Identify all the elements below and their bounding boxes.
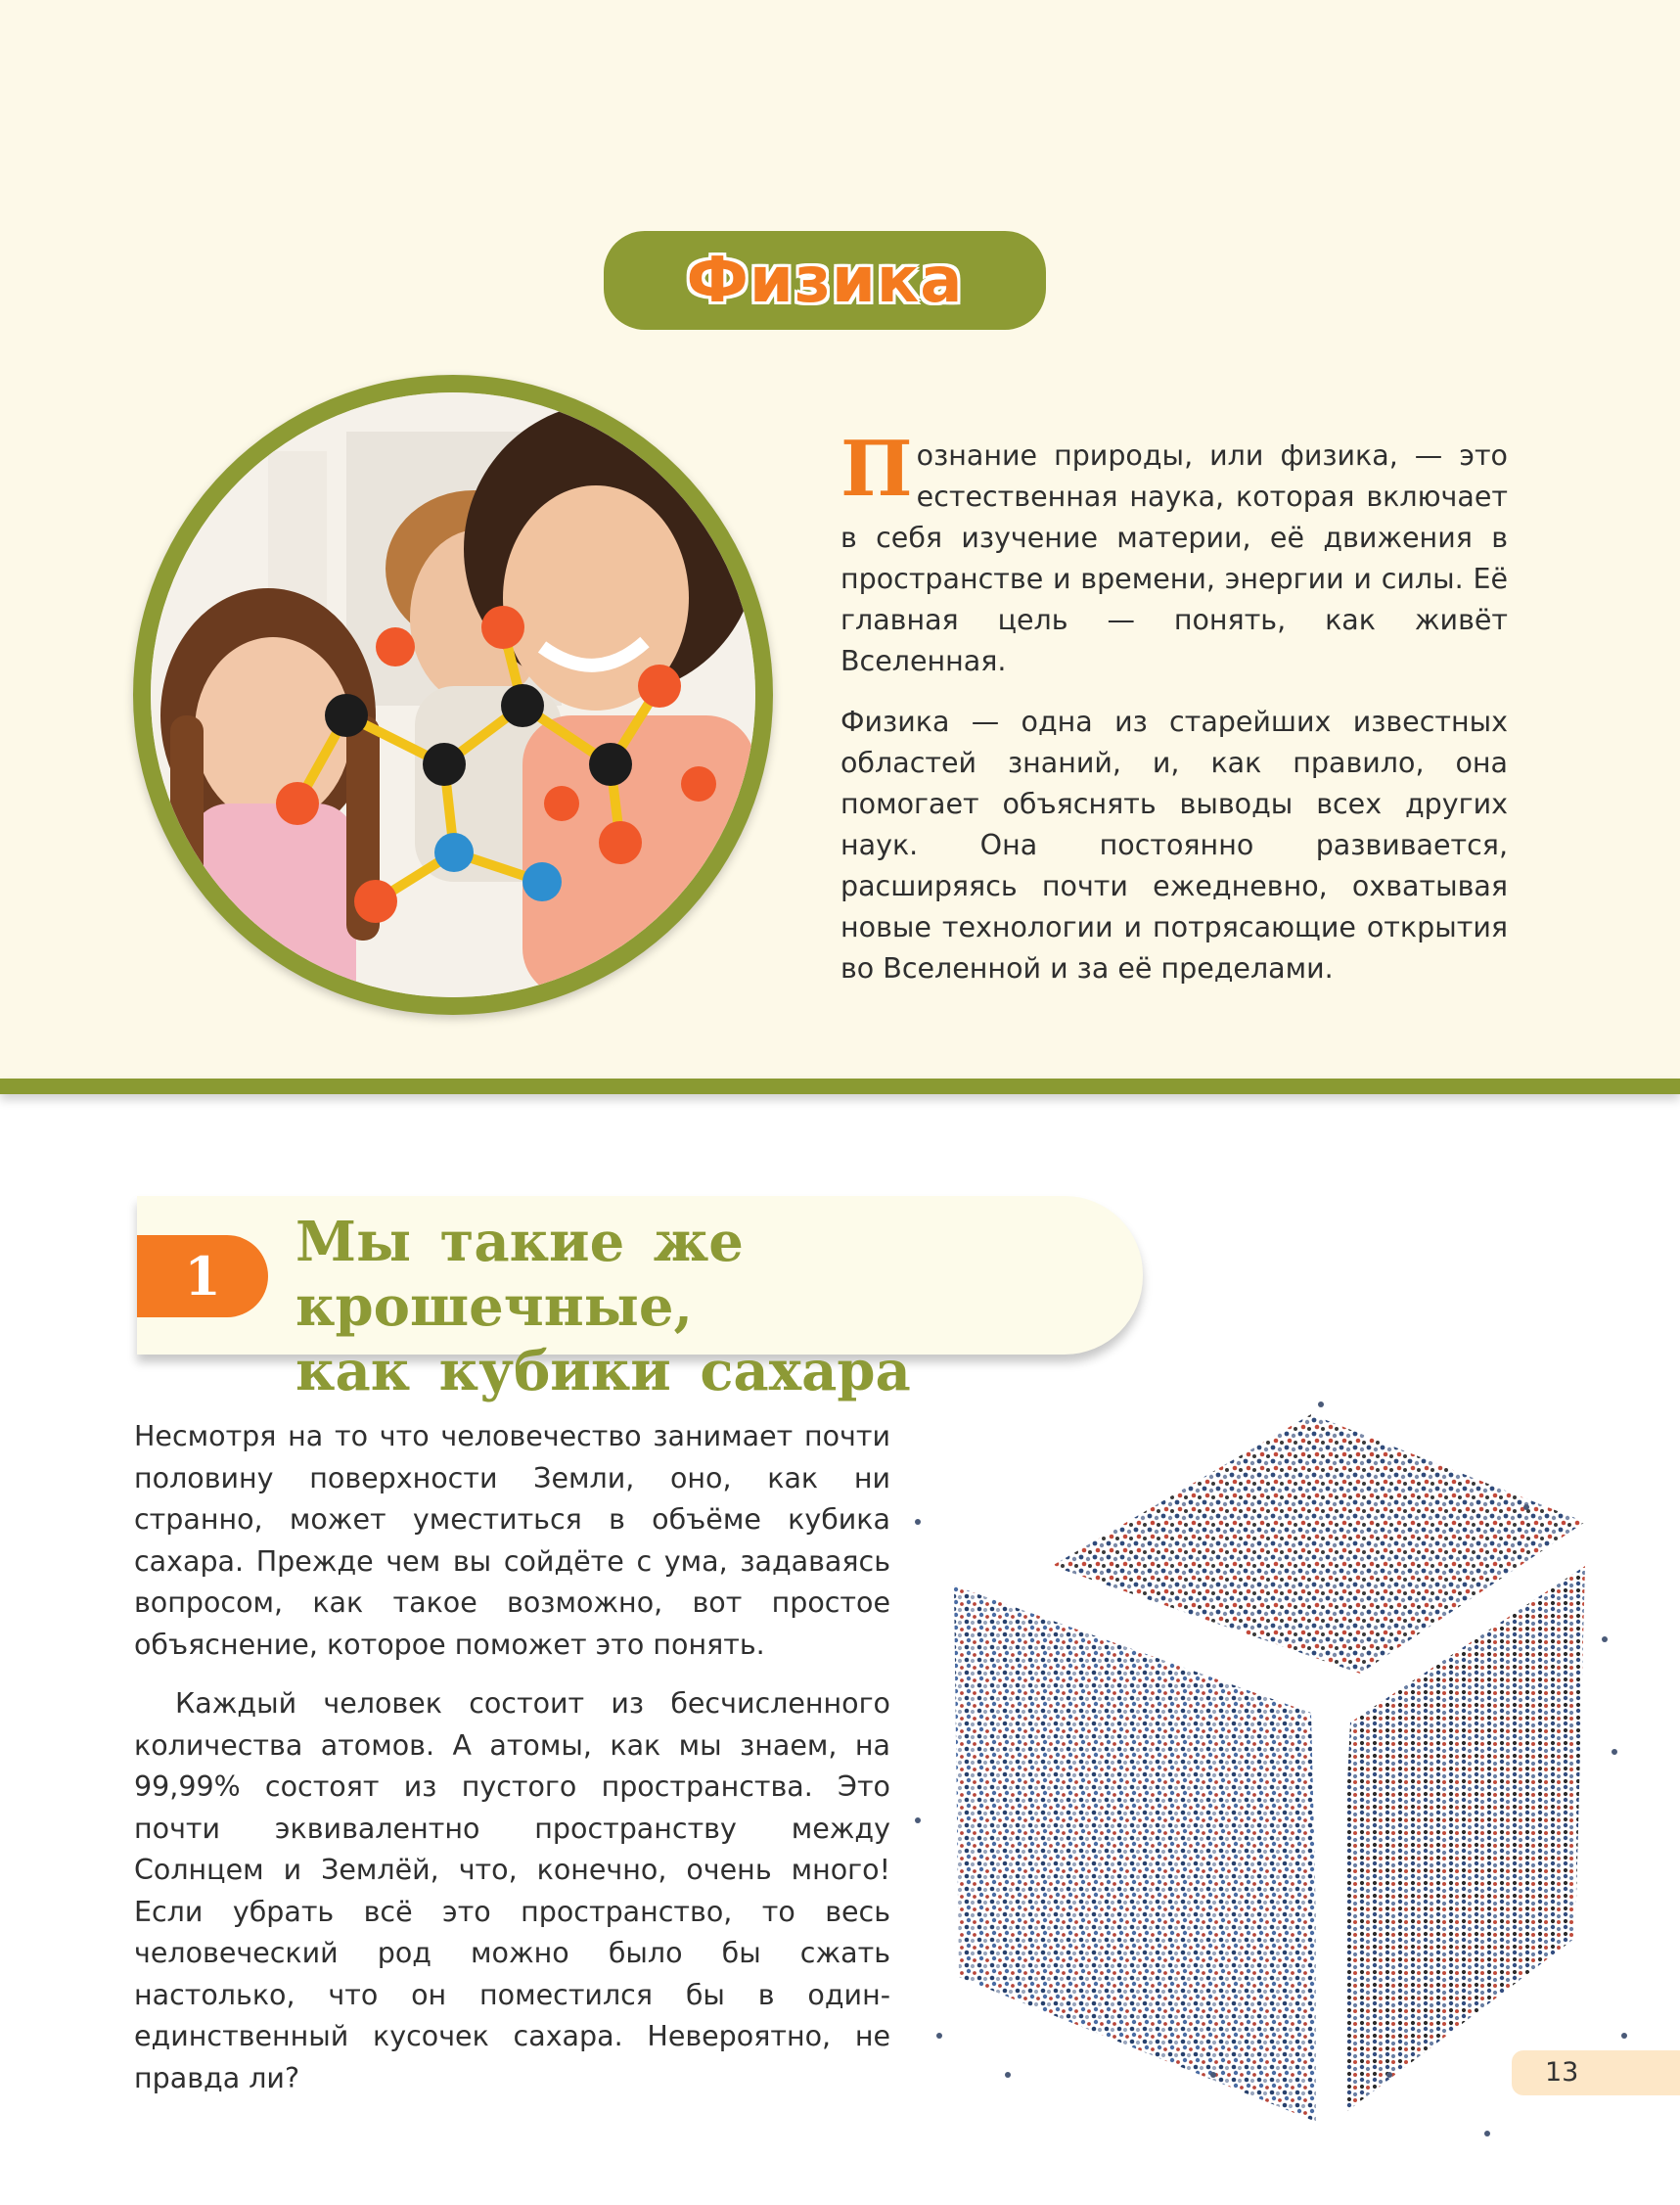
intro-paragraph-1	[840, 425, 1508, 682]
drop-cap: П	[840, 425, 913, 514]
body-paragraph-1: Несмотря на то что человечество занимает почти половину поверхности Земли, оно, как ни странно, может уместиться в объёме кубика сахара. Прежде чем вы сойдёте с ума, задаваясь вопросом, как такое возможно, вот простое объяснение, которое поможет это понять.	[134, 1420, 890, 1661]
section-title	[295, 1210, 1127, 1403]
intro-paragraph-1-text: ознание природы, или физика, — это естественная наука, которая включает в себя изучение материи, её движения в пространстве и времени, энергии и силы. Её главная цель — понять, как живёт Вселенная.	[840, 439, 1508, 677]
intro-paragraph-2: Физика — одна из старейших известных областей знаний, и, как правило, она помогает объяснять выводы всех других наук. Она постоянно развивается, расширяясь почти ежедневно, охватывая новые технологии и потрясающие открытия во Вселенной и за её пределами.	[840, 706, 1508, 985]
section-divider	[0, 1079, 1680, 1094]
kids-molecule-photo	[151, 392, 755, 997]
section-title-line-1: Мы такие же крошечные,	[295, 1210, 744, 1339]
page-number: 13	[1512, 2050, 1680, 2095]
section-body	[134, 1416, 890, 2117]
section-number-badge: 1	[137, 1235, 268, 1317]
section-title-line-2: как кубики сахара	[295, 1339, 911, 1403]
crowd-cube-illustration	[900, 1390, 1654, 2153]
photo-illustration	[151, 392, 755, 997]
photo-frame	[133, 375, 773, 1015]
intro-text	[840, 425, 1508, 1009]
chapter-title-badge	[604, 231, 1046, 330]
chapter-title: Физика	[686, 244, 964, 317]
body-paragraph-2: Каждый человек состоит из бесчисленного количества атомов. А атомы, как мы знаем, на 99,99% состоят из пустого пространства. Это почти эквивалентно пространству между Солнцем и Землёй, что, конечно, очень много! Если убрать всё это пространство, то весь человеческий род можно было бы сжать настолько, что он поместился бы в один-единственный кусочек сахара. Невероятно, не правда ли?	[134, 1687, 890, 2094]
